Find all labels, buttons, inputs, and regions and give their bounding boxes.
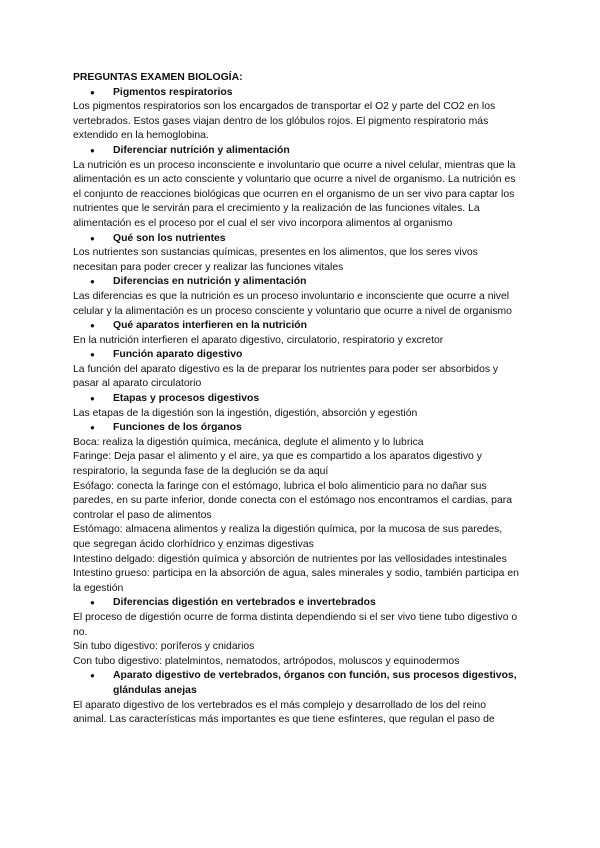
section-paragraph: Los nutrientes son sustancias químicas, presentes en los alimentos, que los seres vivos necesitan para poder crecer y realizar las funciones vitales — [73, 247, 478, 273]
document-title: PREGUNTAS EXAMEN BIOLOGÍA: — [73, 72, 243, 83]
document-sections — [73, 86, 521, 728]
section-paragraph: Con tubo digestivo: platelmintos, nematodos, artrópodos, moluscos y equinodermos — [73, 655, 460, 667]
bullet-icon: ● — [90, 145, 95, 155]
bullet-icon: ● — [90, 394, 95, 404]
bullet-icon: ● — [90, 350, 95, 360]
section-heading-text: Pigmentos respiratorios — [113, 86, 233, 98]
section-heading-text: Etapas y procesos digestivos — [113, 393, 260, 405]
section-heading-text: Qué son los nutrientes — [113, 232, 226, 244]
bullet-icon: ● — [90, 423, 95, 433]
section-heading — [73, 86, 521, 101]
section-paragraph: El proceso de digestión ocurre de forma distinta dependiendo si el ser vivo tiene tubo digestivo o no. — [73, 611, 518, 638]
section-paragraph: Intestino delgado: digestión química y absorción de nutrientes por las vellosidades intestinales — [73, 553, 507, 565]
bullet-icon: ● — [90, 671, 95, 681]
section-heading — [73, 669, 521, 698]
section-heading-text: Diferenciar nutrición y alimentación — [113, 144, 290, 156]
section-paragraph: Esófago: conecta la faringe con el estómago, lubrica el bolo alimenticio para no dañar sus paredes, en su parte inferior, donde conecta con el estómago nos encontramos el cardias, para controlar el paso de alimentos — [73, 480, 512, 521]
section-heading-text: Aparato digestivo de vertebrados, órganos con función, sus procesos digestivos, glándulas anejas — [113, 670, 517, 696]
section-heading — [73, 232, 521, 247]
section-paragraph: Sin tubo digestivo: poríferos y cnidarios — [73, 641, 255, 653]
bullet-icon: ● — [90, 87, 95, 97]
section-paragraph: Los pigmentos respiratorios son los encargados de transportar el O2 y parte del CO2 en los vertebrados. Estos gases viajan dentro de los glóbulos rojos. El pigmento respiratorio más extendido en la hemoglobina. — [73, 101, 496, 142]
section-paragraph: El aparato digestivo de los vertebrados es el más complejo y desarrollado de los del reino animal. Las características más importantes es que tiene esfinteres, que regulan el paso de — [73, 699, 495, 726]
section-paragraph: Estómago: almacena alimentos y realiza la digestión química, por la mucosa de sus paredes, que segregan ácido clorhídrico y enzimas digestivas — [73, 524, 503, 550]
section-paragraph: La función del aparato digestivo es la de preparar los nutrientes para poder ser absorbidos y pasar al aparato circulatorio — [73, 363, 499, 390]
section-paragraph: Intestino grueso: participa en la absorción de agua, sales minerales y sodio, también participa en la egestión — [73, 568, 519, 594]
section-paragraph: Las diferencias es que la nutrición es un proceso involuntario e inconsciente que ocurre a nivel celular y la alimentación es un proceso consciente y voluntario que ocurre a nivel de organismo — [73, 290, 512, 317]
section-heading — [73, 348, 521, 363]
document-page — [73, 71, 521, 728]
section-heading — [73, 319, 521, 334]
section-heading — [73, 596, 521, 611]
section-heading — [73, 275, 521, 290]
section-heading-text: Funciones de los órganos — [113, 422, 242, 434]
section-heading — [73, 421, 521, 436]
bullet-icon: ● — [90, 321, 95, 331]
bullet-icon: ● — [90, 598, 95, 608]
section-heading-text: Diferencias en nutrición y alimentación — [113, 276, 307, 288]
bullet-icon: ● — [90, 233, 95, 243]
section-heading-text: Qué aparatos interfieren en la nutrición — [113, 320, 308, 332]
section-paragraph: La nutrición es un proceso inconsciente e involuntario que ocurre a nivel celular, mientras que la alimentación es un acto consciente y voluntario que ocurre a nivel de organismo. La nutrición es el conjunto de reacciones biológicas que ocurren en el organismo de un ser vivo para captar los nutrientes que le servirán para el crecimiento y la realización de las funciones vitales. La alimentación es el proceso por el cual el ser vivo incorpora alimentos al organismo — [73, 159, 516, 229]
section-heading-text: Diferencias digestión en vertebrados e invertebrados — [113, 597, 376, 609]
section-heading-text: Función aparato digestivo — [113, 349, 243, 361]
section-paragraph: Las etapas de la digestión son la ingestión, digestión, absorción y egestión — [73, 407, 418, 419]
bullet-icon: ● — [90, 277, 95, 287]
section-paragraph: Boca: realiza la digestión química, mecánica, deglute el alimento y lo lubrica — [73, 436, 424, 448]
section-paragraph: En la nutrición interfieren el aparato digestivo, circulatorio, respiratorio y excretor — [73, 334, 444, 346]
section-paragraph: Faringe: Deja pasar el alimento y el aire, ya que es compartido a los aparatos digestivo y respiratorio, la segunda fase de la deglución se da aquí — [73, 451, 482, 478]
section-heading — [73, 392, 521, 407]
section-heading — [73, 144, 521, 159]
